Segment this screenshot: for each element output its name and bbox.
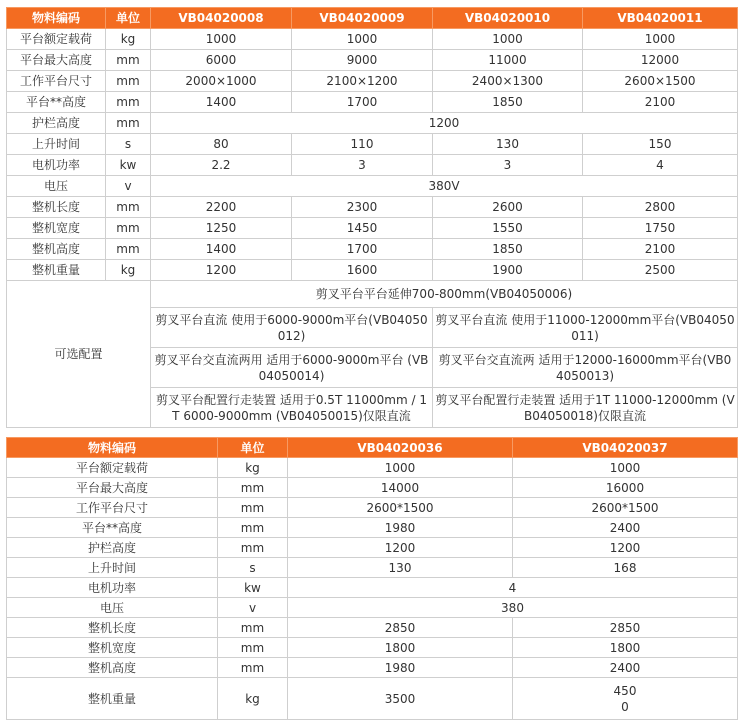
header-model: VB04020036 (288, 438, 513, 458)
table-row (7, 458, 738, 478)
row-unit: mm (106, 92, 151, 113)
row-unit: kg (106, 260, 151, 281)
cell: 1980 (288, 518, 513, 538)
cell: 1450 (292, 218, 433, 239)
cell: 1700 (292, 239, 433, 260)
header-model: VB04020009 (292, 8, 433, 29)
cell: 2200 (151, 197, 292, 218)
cell: 2100×1200 (292, 71, 433, 92)
cell: 2400 (513, 518, 738, 538)
row-label: 整机高度 (7, 658, 218, 678)
cell: 14000 (288, 478, 513, 498)
cell: 1200 (288, 538, 513, 558)
row-unit: mm (218, 478, 288, 498)
row-unit: mm (106, 113, 151, 134)
cell: 130 (288, 558, 513, 578)
cell: 2600*1500 (288, 498, 513, 518)
row-label: 护栏高度 (7, 113, 106, 134)
table-row (7, 598, 738, 618)
cell: 2600×1500 (583, 71, 738, 92)
table-row (7, 498, 738, 518)
row-label: 平台**高度 (7, 518, 218, 538)
row-label: 护栏高度 (7, 538, 218, 558)
table-row (7, 478, 738, 498)
header-row (7, 438, 738, 458)
cell: 1550 (433, 218, 583, 239)
table-row (7, 71, 738, 92)
table-row (7, 134, 738, 155)
cell-line: 0 (621, 699, 629, 714)
row-unit: mm (106, 239, 151, 260)
cell: 1000 (288, 458, 513, 478)
cell: 2600 (433, 197, 583, 218)
row-label: 上升时间 (7, 558, 218, 578)
cell: 1700 (292, 92, 433, 113)
row-label: 整机高度 (7, 239, 106, 260)
cell: 1850 (433, 92, 583, 113)
cell: 80 (151, 134, 292, 155)
cell: 1200 (513, 538, 738, 558)
row-label: 上升时间 (7, 134, 106, 155)
merged-cell: 380V (151, 176, 738, 197)
row-label: 整机长度 (7, 197, 106, 218)
cell: 1000 (151, 29, 292, 50)
row-unit: mm (106, 71, 151, 92)
option-cell: 剪叉平台直流 使用于11000-12000mm平台(VB04050011) (433, 308, 738, 348)
cell: 2400×1300 (433, 71, 583, 92)
cell: 1800 (288, 638, 513, 658)
cell: 1850 (433, 239, 583, 260)
row-unit: s (218, 558, 288, 578)
table-row (7, 239, 738, 260)
option-cell: 剪叉平台交直流两 适用于12000-16000mm平台(VB04050013) (433, 348, 738, 388)
table-row (7, 260, 738, 281)
row-label: 工作平台尺寸 (7, 71, 106, 92)
cell: 130 (433, 134, 583, 155)
row-unit: kw (218, 578, 288, 598)
row-unit: v (106, 176, 151, 197)
cell: 110 (292, 134, 433, 155)
cell-line: 450 (613, 683, 637, 698)
table-row (7, 678, 738, 720)
options-label: 可选配置 (7, 281, 151, 428)
row-label: 整机宽度 (7, 218, 106, 239)
header-unit: 单位 (218, 438, 288, 458)
table-row (7, 218, 738, 239)
header-unit: 单位 (106, 8, 151, 29)
cell: 1750 (583, 218, 738, 239)
cell: 2100 (583, 92, 738, 113)
cell (513, 678, 738, 720)
spec-table-1 (6, 7, 738, 428)
row-label: 平台最大高度 (7, 478, 218, 498)
cell: 1400 (151, 92, 292, 113)
cell: 6000 (151, 50, 292, 71)
cell: 3 (292, 155, 433, 176)
table-row (7, 578, 738, 598)
table-row (7, 518, 738, 538)
table-row (7, 29, 738, 50)
row-label: 整机宽度 (7, 638, 218, 658)
cell: 1800 (513, 638, 738, 658)
row-label: 平台额定载荷 (7, 29, 106, 50)
header-code: 物料编码 (7, 8, 106, 29)
row-unit: v (218, 598, 288, 618)
cell: 2500 (583, 260, 738, 281)
cell: 150 (583, 134, 738, 155)
table-row (7, 50, 738, 71)
cell: 1400 (151, 239, 292, 260)
table-row (7, 538, 738, 558)
option-cell: 剪叉平台交直流两用 适用于6000-9000m平台 (VB04050014) (151, 348, 433, 388)
header-model: VB04020008 (151, 8, 292, 29)
table-row (7, 638, 738, 658)
header-model: VB04020010 (433, 8, 583, 29)
row-label: 平台最大高度 (7, 50, 106, 71)
table-row (7, 155, 738, 176)
row-unit: mm (218, 638, 288, 658)
cell: 2100 (583, 239, 738, 260)
cell: 1980 (288, 658, 513, 678)
cell: 2850 (513, 618, 738, 638)
cell: 3500 (288, 678, 513, 720)
row-unit: mm (218, 518, 288, 538)
row-unit: mm (106, 218, 151, 239)
row-unit: s (106, 134, 151, 155)
table-row (7, 197, 738, 218)
merged-cell: 4 (288, 578, 738, 598)
row-label: 整机重量 (7, 678, 218, 720)
cell: 1200 (151, 260, 292, 281)
row-unit: mm (218, 658, 288, 678)
cell: 2600*1500 (513, 498, 738, 518)
row-label: 平台额定载荷 (7, 458, 218, 478)
cell: 9000 (292, 50, 433, 71)
row-label: 整机重量 (7, 260, 106, 281)
row-unit: mm (218, 538, 288, 558)
cell: 2800 (583, 197, 738, 218)
header-row (7, 8, 738, 29)
table-row (7, 176, 738, 197)
cell: 2.2 (151, 155, 292, 176)
cell: 11000 (433, 50, 583, 71)
option-cell: 剪叉平台平台延伸700-800mm(VB04050006) (151, 281, 738, 308)
header-model: VB04020011 (583, 8, 738, 29)
row-label: 电压 (7, 176, 106, 197)
cell: 1900 (433, 260, 583, 281)
spec-table-2 (6, 437, 738, 720)
row-label: 工作平台尺寸 (7, 498, 218, 518)
row-label: 电机功率 (7, 155, 106, 176)
cell: 2300 (292, 197, 433, 218)
cell: 1250 (151, 218, 292, 239)
header-model: VB04020037 (513, 438, 738, 458)
row-unit: kw (106, 155, 151, 176)
row-unit: mm (218, 618, 288, 638)
cell: 1600 (292, 260, 433, 281)
cell: 1000 (513, 458, 738, 478)
cell: 3 (433, 155, 583, 176)
cell: 12000 (583, 50, 738, 71)
cell: 1000 (583, 29, 738, 50)
table-row (7, 618, 738, 638)
table-row (7, 113, 738, 134)
row-unit: kg (218, 678, 288, 720)
row-label: 整机长度 (7, 618, 218, 638)
options-row (7, 281, 738, 308)
row-label: 平台**高度 (7, 92, 106, 113)
cell: 2400 (513, 658, 738, 678)
cell: 1000 (433, 29, 583, 50)
row-unit: kg (106, 29, 151, 50)
row-unit: kg (218, 458, 288, 478)
merged-cell: 380 (288, 598, 738, 618)
cell: 16000 (513, 478, 738, 498)
option-cell: 剪叉平台配置行走装置 适用于0.5T 11000mm / 1T 6000-9000mm (VB04050015)仅限直流 (151, 388, 433, 428)
cell: 4 (583, 155, 738, 176)
row-unit: mm (218, 498, 288, 518)
row-unit: mm (106, 197, 151, 218)
header-code: 物料编码 (7, 438, 218, 458)
option-cell: 剪叉平台直流 使用于6000-9000m平台(VB04050012) (151, 308, 433, 348)
cell: 2000×1000 (151, 71, 292, 92)
table-row (7, 558, 738, 578)
table-row (7, 658, 738, 678)
table-row (7, 92, 738, 113)
row-label: 电机功率 (7, 578, 218, 598)
cell: 2850 (288, 618, 513, 638)
merged-cell: 1200 (151, 113, 738, 134)
row-unit: mm (106, 50, 151, 71)
cell: 1000 (292, 29, 433, 50)
cell: 168 (513, 558, 738, 578)
option-cell: 剪叉平台配置行走装置 适用于1T 11000-12000mm (VB04050018)仅限直流 (433, 388, 738, 428)
row-label: 电压 (7, 598, 218, 618)
